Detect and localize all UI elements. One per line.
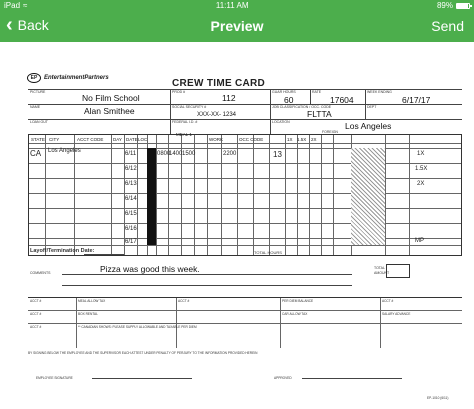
car-allow-label: CAR ALLOW TAX [282, 312, 308, 316]
job-value: FLTTA [307, 109, 332, 119]
col-acct: ACCT CODE [77, 137, 104, 142]
name-value: Alan Smithee [84, 106, 135, 116]
chevron-left-icon: ‹ [6, 14, 13, 36]
box-rental-label: BOX RENTAL [78, 312, 98, 316]
certify-text: BY SIGNING BELOW THE EMPLOYEE AND THE SUPERVISOR EACH ATTEST UNDER PENALTY OF PERJURY TO THE INFORMATION PROVIDED HEREIN [28, 351, 258, 355]
code-1x: 1X [417, 151, 425, 157]
row1-date: 6/11 [125, 151, 137, 157]
acct-label-1: ACCT # [30, 299, 42, 303]
row1-state: CA [30, 149, 42, 158]
guar-value: 60 [284, 95, 294, 105]
col-state: STATE [31, 137, 45, 142]
total-hours-label: TOTAL HOURS [254, 250, 282, 255]
comments-label: COMMENTS [30, 271, 51, 275]
hatched-column [351, 148, 385, 245]
week-value: 6/17/17 [402, 95, 431, 105]
back-label: Back [17, 17, 49, 33]
total-amount-box [386, 264, 410, 278]
loan-out-label: LOAN OUT [30, 120, 48, 124]
shaded-column [147, 148, 156, 245]
guar-label: GUAR HOURS [272, 90, 296, 94]
layoff-label: Layoff/Termination Date: [30, 248, 95, 254]
picture-value: No Film School [82, 93, 140, 103]
logo-mark: EP [27, 73, 41, 83]
col-1x: 1X [287, 137, 293, 142]
salary-advance-label: SALARY ADVANCE [382, 312, 411, 316]
comment-value: Pizza was good this week. [100, 264, 200, 274]
row5-date: 6/15 [125, 211, 137, 217]
send-button[interactable]: Send [431, 18, 464, 34]
carrier-label: iPad [4, 1, 21, 10]
prod-label: PROD # [172, 90, 186, 94]
col-2x: 2X [311, 137, 317, 142]
dept-label: DEPT [367, 105, 377, 109]
battery [437, 1, 470, 10]
card-title: CREW TIME CARD [172, 78, 266, 89]
battery-percent: 89% [436, 1, 453, 10]
foreign-label: FOREIGN [322, 130, 338, 134]
clock: 11:11 AM [215, 1, 249, 10]
row7-date: 6/17 [125, 239, 137, 245]
code-2x: 2X [417, 181, 425, 187]
acct-label-4: ACCT # [30, 312, 42, 316]
col-city: CITY [49, 137, 60, 142]
row1-occ: 2200 [223, 151, 237, 157]
prod-value: 112 [222, 93, 236, 103]
acct-label-2: ACCT # [178, 299, 190, 303]
crew-time-card [22, 42, 462, 409]
row3-date: 6/13 [125, 181, 137, 187]
form-code: EP-1010 (6/11) [427, 396, 449, 400]
row1-end: 1500 [182, 151, 196, 157]
allowances-block [28, 297, 462, 347]
ssn-label: SOCIAL SECURITY # [172, 105, 207, 109]
federal-id-label: FEDERAL I.D. # [172, 120, 198, 124]
wifi-icon: ≈ [23, 1, 28, 10]
col-day: DAY [113, 137, 122, 142]
name-label: NAME [30, 105, 41, 109]
row4-date: 6/14 [125, 196, 137, 202]
row2-date: 6/12 [125, 166, 137, 172]
document-preview[interactable] [0, 42, 474, 409]
col-occ: OCC CODE [239, 137, 264, 142]
col-work: WORK [209, 137, 223, 142]
col-loc: LOC [138, 137, 148, 142]
logo [27, 73, 109, 83]
code-15x: 1.5X [415, 166, 428, 172]
page-title: Preview [210, 18, 264, 34]
job-label: JOB CLASSIFICATION / OCC. CODE [272, 105, 332, 109]
rate-value: 17604 [330, 95, 354, 105]
total-label: TOTAL [374, 266, 385, 270]
location-value: Los Angeles [345, 121, 392, 131]
code-mp: MP [415, 238, 424, 244]
navigation-bar [0, 11, 474, 42]
row6-date: 6/16 [125, 226, 137, 232]
employee-signature-label: EMPLOYEE SIGNATURE [36, 376, 73, 380]
row1-city: Los Angeles [48, 148, 81, 154]
per-diem-label: PER DIEM BALANCE [282, 299, 314, 303]
amount-label: AMOUNT [374, 271, 390, 275]
rate-label: RATE [312, 90, 322, 94]
week-label: WEEK ENDING [367, 90, 392, 94]
carrier [4, 1, 27, 10]
row1-hrs: 13 [273, 150, 282, 159]
time-grid [28, 134, 462, 256]
col-15x: 1.5X [297, 137, 307, 142]
row1-meal: 1400 [169, 151, 183, 157]
meal-allow-label: MEAL ALLOW TAX [78, 299, 106, 303]
canadian-shows-note: ** CANADIAN SHOWS: PLEASE SUPPLY ALLOWABLE AND TAXABLE PER DIEM [78, 325, 197, 329]
col-date: DATE [126, 137, 138, 142]
approved-label: APPROVED [274, 376, 292, 380]
acct-label-3: ACCT # [382, 299, 394, 303]
row1-start: 0800 [157, 151, 171, 157]
status-bar [0, 0, 474, 11]
ssn-value: XXX-XX- 1234 [197, 112, 237, 118]
col-meal1: MEAL 1 [176, 132, 192, 137]
battery-icon [456, 3, 470, 9]
logo-text: EntertainmentPartners [44, 75, 109, 81]
picture-label: PICTURE [30, 90, 46, 94]
location-label: LOCATION [272, 120, 290, 124]
acct-label-5: ACCT # [30, 325, 42, 329]
